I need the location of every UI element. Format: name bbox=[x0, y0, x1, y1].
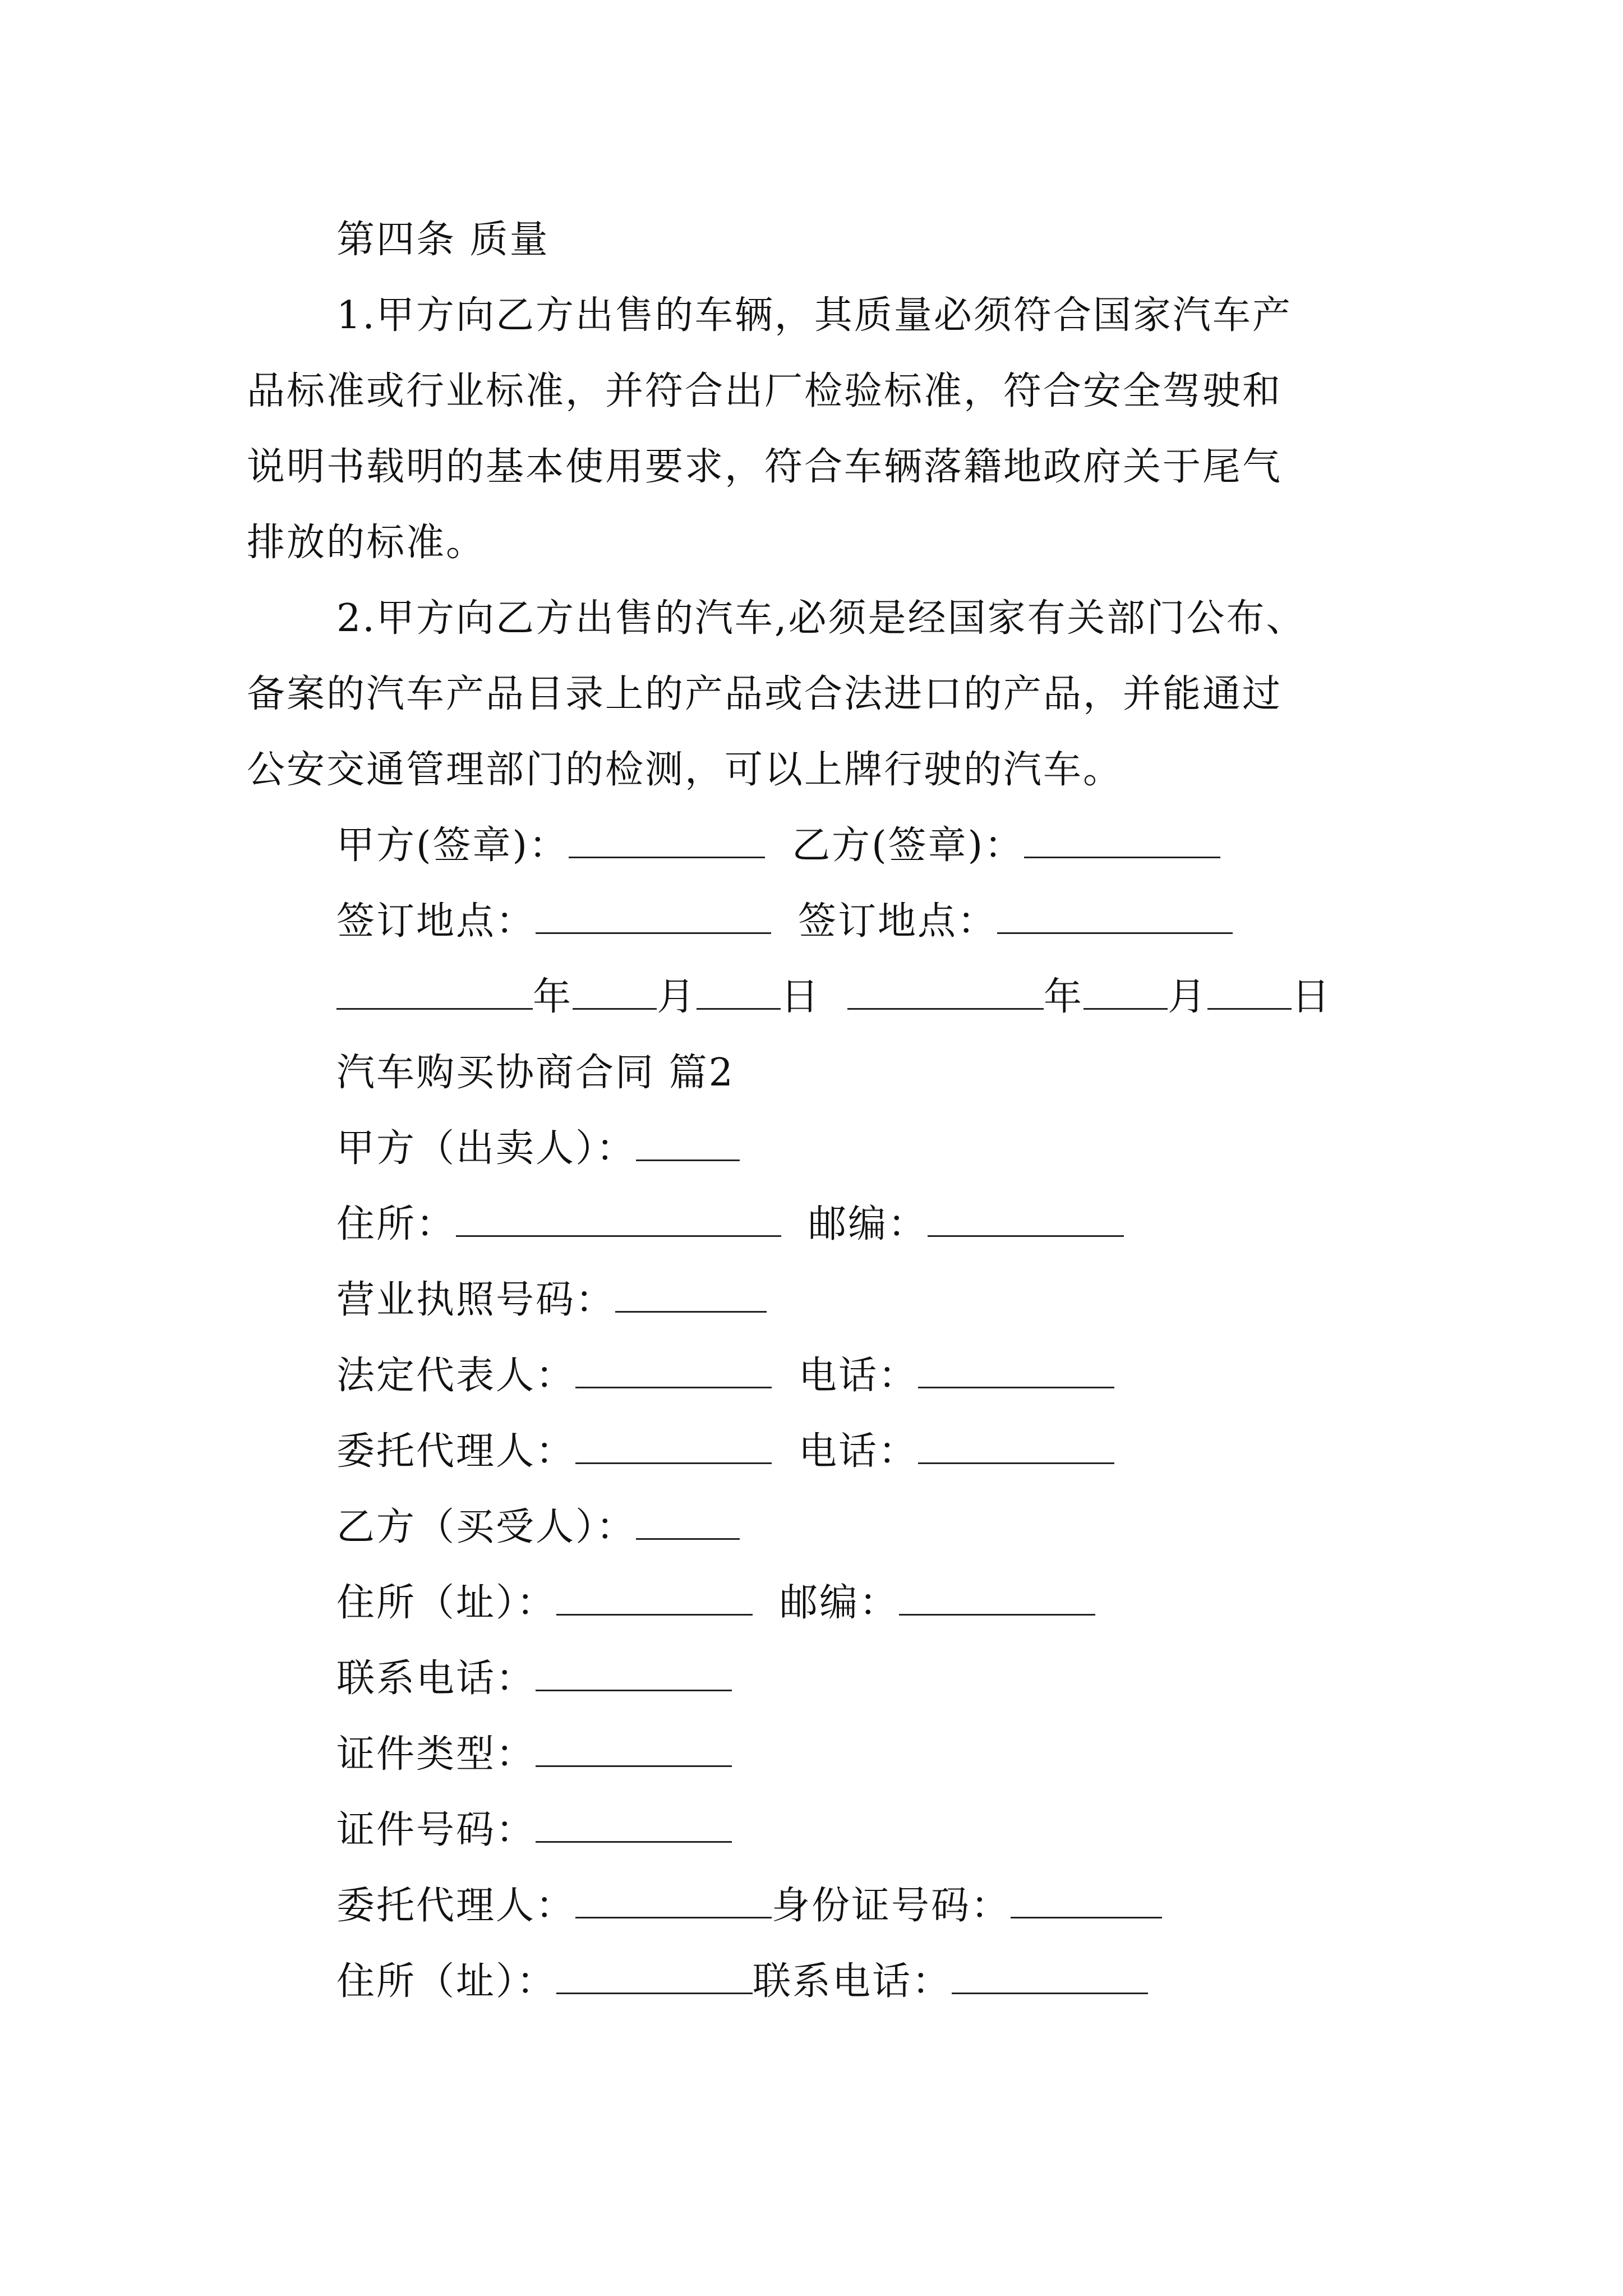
place-a-blank[interactable] bbox=[536, 898, 771, 934]
paragraph-1-line-3: 说明书载明的基本使用要求，符合车辆落籍地政府关于尾气 bbox=[247, 445, 1283, 489]
date-a-month-label: 月 bbox=[657, 975, 697, 1019]
id-number-row bbox=[336, 1803, 732, 1857]
buyer-address-row bbox=[336, 1576, 1095, 1630]
buyer-agent-row bbox=[336, 1879, 1162, 1933]
seller-blank[interactable] bbox=[636, 1125, 740, 1161]
seller-agent-phone-blank[interactable] bbox=[918, 1428, 1114, 1464]
paragraph-2-line-2: 备案的汽车产品目录上的产品或合法进口的产品，并能通过 bbox=[247, 672, 1283, 716]
id-type-blank[interactable] bbox=[536, 1731, 732, 1767]
date-b-day-label: 日 bbox=[1292, 975, 1332, 1019]
seller-agent-phone-label: 电话： bbox=[799, 1429, 919, 1474]
legal-rep-label: 法定代表人： bbox=[336, 1354, 576, 1398]
date-a-day-label: 日 bbox=[781, 975, 821, 1019]
party-b-seal-label: 乙方(签章)： bbox=[792, 823, 1025, 868]
id-type-row bbox=[336, 1728, 732, 1782]
buyer-row bbox=[336, 1501, 740, 1554]
seller-row bbox=[336, 1122, 740, 1176]
seller-agent-row bbox=[336, 1425, 1114, 1479]
contact-phone-label: 联系电话： bbox=[336, 1657, 536, 1701]
buyer-label: 乙方（买受人）： bbox=[336, 1505, 637, 1549]
place-b-label: 签订地点： bbox=[798, 899, 998, 944]
license-row bbox=[336, 1273, 767, 1327]
place-row bbox=[336, 895, 1233, 949]
contract-2-title: 汽车购买协商合同 篇2 bbox=[336, 1051, 735, 1095]
signature-row bbox=[336, 819, 1220, 873]
place-a-label: 签订地点： bbox=[336, 899, 536, 944]
party-a-seal-blank[interactable] bbox=[569, 822, 765, 858]
date-a-year-label: 年 bbox=[533, 975, 573, 1019]
agent-address-label: 住所（址）： bbox=[336, 1959, 557, 2004]
place-b-blank[interactable] bbox=[997, 898, 1233, 934]
legal-rep-row bbox=[336, 1349, 1114, 1403]
buyer-agent-label: 委托代理人： bbox=[336, 1884, 576, 1928]
seller-address-row bbox=[336, 1198, 1124, 1251]
date-a-month-blank[interactable] bbox=[573, 973, 657, 1010]
license-label: 营业执照号码： bbox=[336, 1278, 616, 1322]
agent-address-row bbox=[336, 1955, 1148, 2009]
buyer-postcode-label: 邮编： bbox=[780, 1581, 900, 1625]
clause-heading: 第四条 质量 bbox=[336, 218, 550, 262]
party-a-seal-label: 甲方(签章)： bbox=[336, 823, 569, 868]
date-b-month-label: 月 bbox=[1168, 975, 1208, 1019]
agent-phone-label: 联系电话： bbox=[753, 1959, 952, 2004]
agent-phone-blank[interactable] bbox=[952, 1958, 1148, 1994]
paragraph-1-line-1: 1.甲方向乙方出售的车辆，其质量必须符合国家汽车产 bbox=[336, 293, 1292, 338]
date-b-year-label: 年 bbox=[1044, 975, 1084, 1019]
buyer-address-blank[interactable] bbox=[556, 1579, 753, 1616]
contact-phone-row bbox=[336, 1652, 732, 1706]
date-row bbox=[336, 970, 1331, 1024]
seller-label: 甲方（出卖人）： bbox=[336, 1126, 637, 1171]
id-number-label: 证件号码： bbox=[336, 1808, 536, 1852]
contact-phone-blank[interactable] bbox=[536, 1655, 732, 1691]
legal-rep-blank[interactable] bbox=[575, 1352, 772, 1388]
date-b-day-blank[interactable] bbox=[1207, 973, 1292, 1010]
party-b-seal-blank[interactable] bbox=[1024, 822, 1220, 858]
seller-address-label: 住所： bbox=[336, 1202, 457, 1246]
agent-address-blank[interactable] bbox=[556, 1958, 753, 1994]
seller-postcode-blank[interactable] bbox=[928, 1200, 1124, 1237]
agent-id-label: 身份证号码： bbox=[772, 1884, 1011, 1928]
paragraph-1-line-2: 品标准或行业标准，并符合出厂检验标准，符合安全驾驶和 bbox=[247, 369, 1283, 413]
license-blank[interactable] bbox=[615, 1276, 767, 1313]
id-number-blank[interactable] bbox=[536, 1806, 732, 1843]
seller-postcode-label: 邮编： bbox=[808, 1202, 928, 1246]
buyer-agent-blank[interactable] bbox=[575, 1882, 772, 1918]
date-b-month-blank[interactable] bbox=[1083, 973, 1168, 1010]
agent-id-blank[interactable] bbox=[1011, 1882, 1162, 1918]
legal-rep-phone-blank[interactable] bbox=[918, 1352, 1114, 1388]
date-b-year-blank[interactable] bbox=[847, 973, 1044, 1010]
buyer-postcode-blank[interactable] bbox=[899, 1579, 1095, 1616]
seller-agent-blank[interactable] bbox=[575, 1428, 772, 1464]
legal-rep-phone-label: 电话： bbox=[799, 1354, 919, 1398]
date-a-day-blank[interactable] bbox=[697, 973, 781, 1010]
buyer-blank[interactable] bbox=[636, 1503, 740, 1540]
seller-agent-label: 委托代理人： bbox=[336, 1429, 576, 1474]
paragraph-2-line-1: 2.甲方向乙方出售的汽车,必须是经国家有关部门公布、 bbox=[336, 596, 1306, 641]
paragraph-1-line-4: 排放的标准。 bbox=[247, 521, 486, 565]
paragraph-2-line-3: 公安交通管理部门的检测，可以上牌行驶的汽车。 bbox=[247, 748, 1123, 792]
buyer-address-label: 住所（址）： bbox=[336, 1581, 557, 1625]
id-type-label: 证件类型： bbox=[336, 1732, 536, 1777]
date-a-year-blank[interactable] bbox=[336, 973, 533, 1010]
seller-address-blank[interactable] bbox=[456, 1200, 781, 1237]
